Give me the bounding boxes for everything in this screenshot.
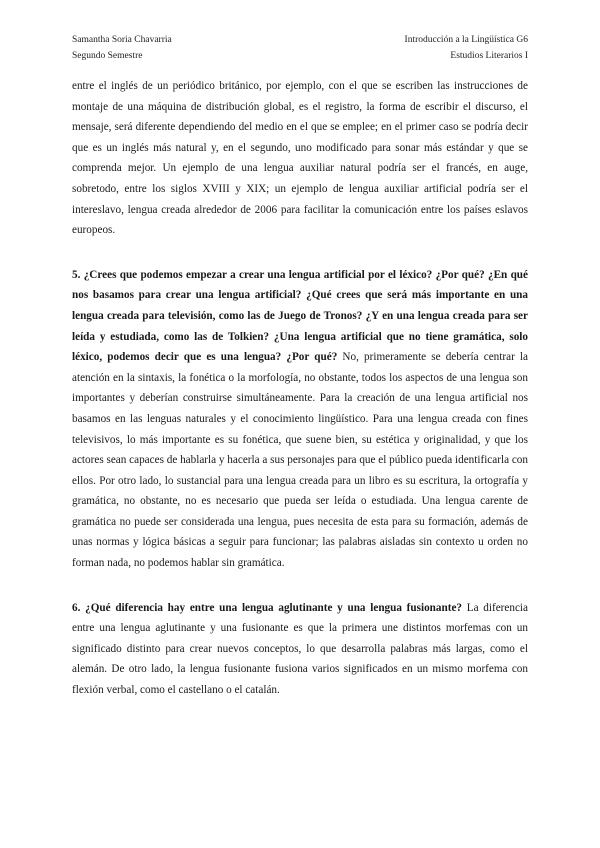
- paragraph-gap: [72, 241, 528, 265]
- continuation-paragraph: entre el inglés de un periódico británico, por ejemplo, con el que se escriben las instrucciones de montaje de una máquina de distribución global, es el registro, la forma de escribir el discurso, el mensaje, será diferente dependiendo del medio en el que se emplee; en el primer caso se podría decir que es un inglés más natural y, en el segundo, uno modificado para sonar más estándar y que se comprenda mejor. Un ejemplo de una lengua auxiliar natural podría ser el francés, en auge, sobretodo, entre los siglos XVIII y XIX; un ejemplo de lengua auxiliar artificial podría ser el intereslavo, lengua creada alrededor de 2006 para facilitar la comunicación entre los países eslavos europeos.: [72, 80, 528, 237]
- author-name: Samantha Soria Chavarria: [72, 35, 172, 45]
- question-6-paragraph: [72, 598, 528, 701]
- question-5-text: 5. ¿Crees que podemos empezar a crear una lengua artificial por el léxico? ¿Por qué? ¿En qué nos basamos para crear una lengua artificial? ¿Qué crees que será más importante en una lengua creada para televisión, como las de Juego de Tronos? ¿Y en una lengua creada para ser leída y estudiada, como las de Tolkien? ¿Una lengua artificial que no tiene gramática, solo léxico, podemos decir que es una lengua? ¿Por qué?: [72, 268, 528, 364]
- question-5-paragraph: [72, 265, 528, 574]
- document-body: [72, 76, 528, 701]
- answer-6-text: La diferencia entre una lengua aglutinante y una fusionante es que la primera une distintos morfemas con un significado distinto para crear nuevos conceptos, lo que desarrolla palabras más largas, como el alemán. De otro lado, la lengua fusionante fusiona varios significados en un mismo morfema con flexión verbal, como el castellano o el catalán.: [72, 601, 528, 697]
- paragraph-gap: [72, 574, 528, 598]
- program-label: Estudios Literarios I: [450, 51, 528, 61]
- semester-label: Segundo Semestre: [72, 51, 143, 61]
- header-left: [72, 32, 172, 64]
- question-6-text: 6. ¿Qué diferencia hay entre una lengua aglutinante y una lengua fusionante?: [72, 601, 463, 614]
- header-right: [405, 32, 528, 64]
- answer-5-text: No, primeramente se debería centrar la atención en la sintaxis, la fonética o la morfología, no obstante, todos los aspectos de una lengua son importantes y deberían construirse simultáneamente. Para la creación de una lengua artificial nos basamos en las lenguas naturales y el conocimiento lingüístico. Para una lengua creada con fines televisivos, lo más importante es su fonética, que suene bien, su estética y originalidad, y que los actores sean capaces de hablarla y hacerla a sus personajes para que el público pueda identificarla con ellos. Por otro lado, lo sustancial para una lengua creada para un libro es su escritura, la ortografía y gramática, no obstante, no es necesario que pueda ser leída o estudiada. Una lengua carente de gramática no puede ser considerada una lengua, pues necesita de esta para su formación, además de unas normas y lógica básicas a seguir para funcionar; las palabras aisladas sin contexto u orden no forman nada, no podemos hablar sin gramática.: [72, 351, 529, 570]
- course-title: Introducción a la Lingüística G6: [404, 35, 528, 45]
